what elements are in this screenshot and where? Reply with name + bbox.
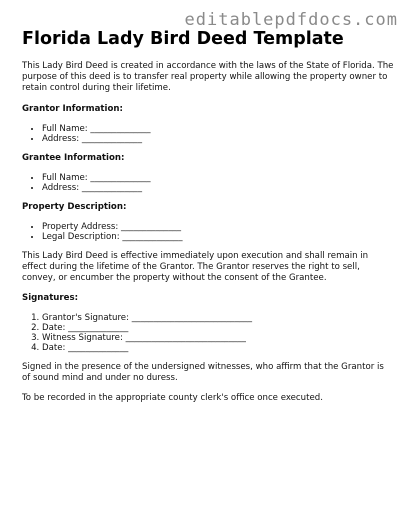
grantor-list — [22, 124, 394, 144]
effective-paragraph: This Lady Bird Deed is effective immediately upon execution and shall remain in effect during the lifetime of the Grantor. The Grantor reserves the right to sell, convey, or encumber the property without the consent of the Grantee. — [22, 251, 369, 283]
grantee-address: • Address: ______________ — [42, 183, 394, 193]
signatures-heading: Signatures: — [22, 293, 79, 303]
grantor-signature-line: 1. Grantor's Signature: ____________________________ — [42, 313, 394, 323]
grantor-heading: Grantor Information: — [22, 104, 123, 114]
grantor-address: • Address: ______________ — [42, 134, 394, 144]
grantee-full-name: • Full Name: ______________ — [42, 173, 394, 183]
document-title: Florida Lady Bird Deed Template — [22, 29, 344, 49]
grantee-list — [22, 173, 394, 193]
watermark: editablepdfdocs.com — [184, 10, 398, 30]
recording-note: To be recorded in the appropriate county clerk's office once executed. — [22, 393, 323, 403]
witness-date-line: 4. Date: ______________ — [42, 343, 394, 353]
grantor-date-line: 2. Date: ______________ — [42, 323, 394, 333]
legal-description: • Legal Description: ______________ — [42, 232, 394, 242]
property-list — [22, 222, 394, 242]
grantor-full-name: • Full Name: ______________ — [42, 124, 394, 134]
property-address: • Property Address: ______________ — [42, 222, 394, 232]
intro-paragraph: This Lady Bird Deed is created in accordance with the laws of the State of Florida. The purpose of this deed is to transfer real property while allowing the property owner to retain control during their lifetime. — [22, 61, 394, 93]
signatures-list — [22, 313, 394, 353]
document-page — [22, 29, 394, 404]
witness-statement: Signed in the presence of the undersigned witnesses, who affirm that the Grantor is of sound mind and under no duress. — [22, 362, 384, 383]
grantee-heading: Grantee Information: — [22, 153, 125, 163]
witness-signature-line: 3. Witness Signature: ____________________________ — [42, 333, 394, 343]
property-heading: Property Description: — [22, 202, 127, 212]
